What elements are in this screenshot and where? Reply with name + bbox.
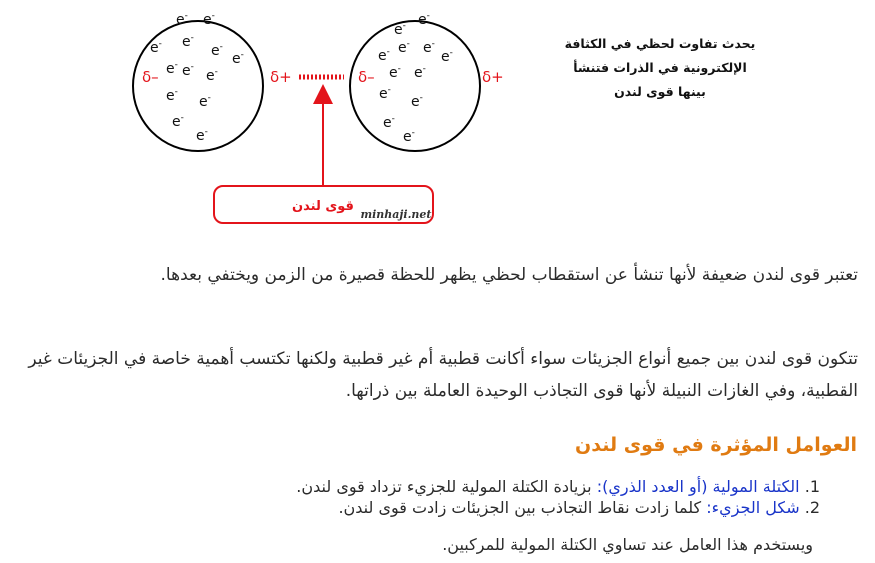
electron: e- — [418, 11, 430, 28]
factor-term: شكل الجزيء: — [706, 498, 800, 517]
caption-line-1: يحدث تفاوت لحظي في الكثافة — [564, 36, 756, 51]
diagram-caption — [560, 32, 760, 104]
electron: e- — [150, 39, 162, 56]
paragraph-weakness: تعتبر قوى لندن ضعيفة لأنها تنشأ عن استقطاب لحظي يظهر للحظة قصيرة من الزمن ويختفي بعدها. — [160, 265, 858, 285]
factor-number: 2. — [804, 498, 820, 517]
electron: e- — [166, 60, 178, 77]
electron: e- — [232, 50, 244, 67]
electron: e- — [378, 47, 390, 64]
electron-group — [150, 11, 453, 145]
right-delta-minus: δ– — [358, 68, 375, 86]
caption-line-3: بينها قوى لندن — [614, 84, 706, 99]
electron: e- — [411, 93, 423, 110]
factors-list — [120, 476, 820, 518]
electron: e- — [441, 48, 453, 65]
left-delta-plus: δ+ — [270, 68, 292, 86]
factor-item-shape — [120, 497, 820, 518]
factor-term: الكتلة المولية (أو العدد الذري): — [596, 477, 800, 496]
electron: e- — [206, 67, 218, 84]
electron: e- — [182, 62, 194, 79]
caption-line-2: الإلكترونية في الذرات فتنشأ — [573, 60, 747, 75]
electron: e- — [211, 42, 223, 59]
electron: e- — [182, 33, 194, 50]
electron: e- — [389, 64, 401, 81]
electron: e- — [199, 93, 211, 110]
electron: e- — [196, 127, 208, 144]
factor-number: 1. — [804, 477, 820, 496]
paragraph-occurrence: تتكون قوى لندن بين جميع أنواع الجزيئات سواء أكانت قطبية أم غير قطبية ولكنها تكتسب أهمية خاصة في الجزيئات غير القطبية، وفي الغازات النبيلة لأنها قوى التجاذب الوحيدة العاملة بين ذراتها. — [28, 349, 858, 401]
electron: e- — [379, 85, 391, 102]
factor-text: كلما زادت نقاط التجاذب بين الجزيئات زادت قوى لندن. — [338, 498, 707, 517]
left-delta-minus: δ– — [142, 68, 159, 86]
london-forces-diagram — [0, 0, 875, 235]
electron: e- — [423, 39, 435, 56]
right-atom — [350, 21, 480, 151]
electron: e- — [398, 39, 410, 56]
factors-note: ويستخدم هذا العامل عند تساوي الكتلة المولية للمركبين. — [442, 535, 813, 554]
factor-text: بزيادة الكتلة المولية للجزيء تزداد قوى لندن. — [296, 477, 597, 496]
watermark: minhaji.net — [360, 208, 432, 221]
electron: e- — [394, 21, 406, 38]
electron: e- — [383, 114, 395, 131]
factors-heading: العوامل المؤثرة في قوى لندن — [575, 434, 857, 456]
london-forces-label: قوى لندن — [292, 199, 354, 214]
electron: e- — [176, 11, 188, 28]
factor-item-molar-mass — [120, 476, 820, 497]
electron: e- — [203, 11, 215, 28]
electron: e- — [172, 113, 184, 130]
electron: e- — [403, 128, 415, 145]
electron: e- — [166, 87, 178, 104]
electron: e- — [414, 64, 426, 81]
right-delta-plus: δ+ — [482, 68, 504, 86]
